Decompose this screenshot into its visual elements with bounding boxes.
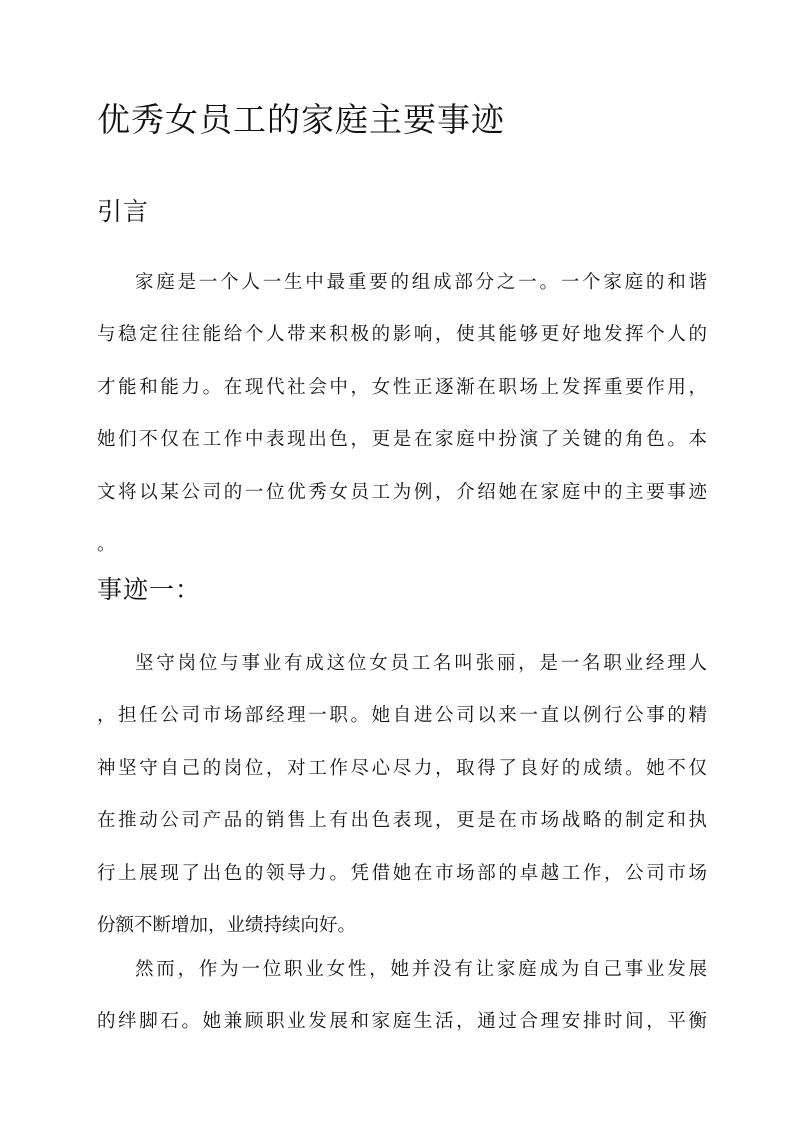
section-heading-introduction: 引言	[97, 197, 150, 226]
paragraph-line: 神坚守自己的岗位，对工作尽心尽力，取得了良好的成绩。她不仅	[97, 757, 707, 779]
deed-one-paragraph-2	[97, 944, 707, 1049]
paragraph-line: 与稳定往往能给个人带来积极的影响，使其能够更好地发挥个人的	[97, 324, 707, 346]
deed-one-paragraph-1	[97, 638, 707, 952]
paragraph-line: 行上展现了出色的领导力。凭借她在市场部的卓越工作，公司市场	[97, 862, 707, 884]
paragraph-line: 家庭是一个人一生中最重要的组成部分之一。一个家庭的和谐	[135, 272, 707, 293]
paragraph-line: 文将以某公司的一位优秀女员工为例，介绍她在家庭中的主要事迹	[97, 481, 707, 503]
paragraph-line: ，担任公司市场部经理一职。她自进公司以来一直以例行公事的精	[97, 705, 707, 727]
paragraph-line: 。	[97, 533, 116, 555]
paragraph-line: 份额不断增加，业绩持续向好。	[97, 914, 357, 936]
paragraph-line: 坚守岗位与事业有成这位女员工名叫张丽，是一名职业经理人	[135, 653, 707, 674]
paragraph-line: 她们不仅在工作中表现出色，更是在家庭中扮演了关键的角色。本	[97, 429, 707, 451]
paragraph-line: 才能和能力。在现代社会中，女性正逐渐在职场上发挥重要作用，	[97, 376, 707, 398]
introduction-paragraph	[97, 257, 707, 571]
paragraph-line: 的绊脚石。她兼顾职业发展和家庭生活，通过合理安排时间，平衡	[97, 1011, 707, 1033]
section-heading-deed-one: 事迹一：	[97, 575, 202, 604]
paragraph-line: 然而，作为一位职业女性，她并没有让家庭成为自己事业发展	[135, 959, 707, 980]
document-title: 优秀女员工的家庭主要事迹	[97, 100, 505, 139]
paragraph-line: 在推动公司产品的销售上有出色表现，更是在市场战略的制定和执	[97, 810, 707, 832]
